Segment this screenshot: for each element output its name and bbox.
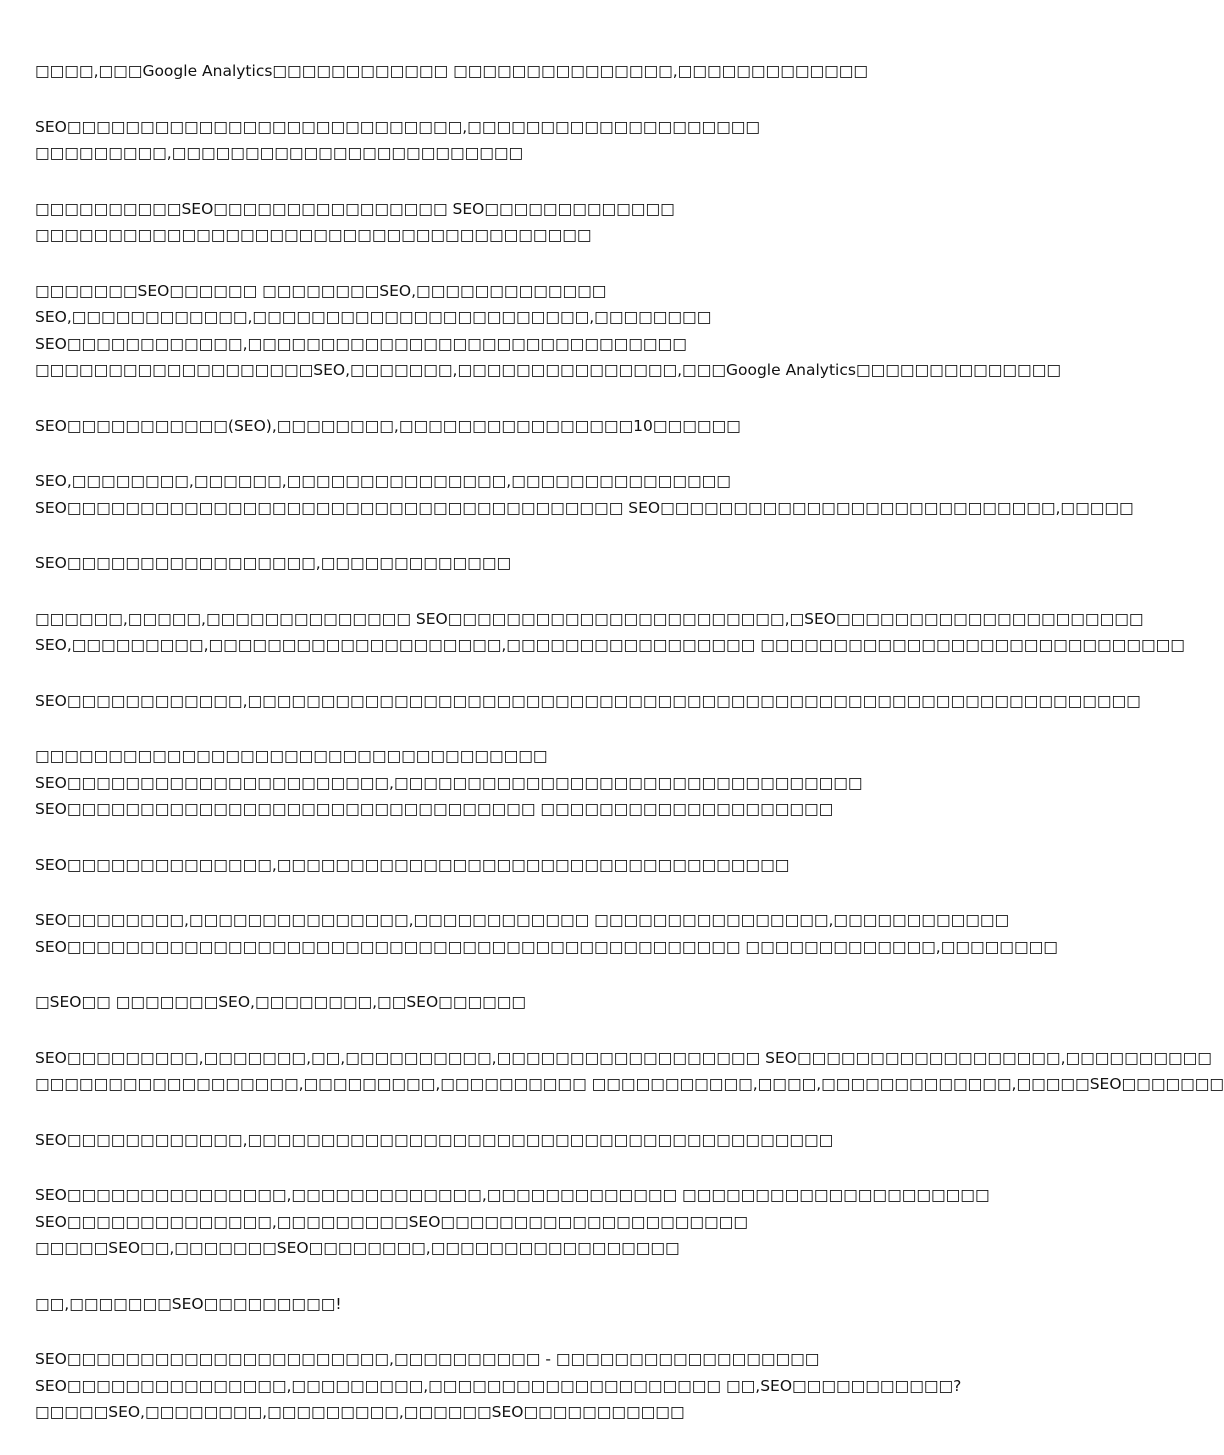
- paragraph: [35, 743, 995, 823]
- text-line: SEO□□□□□□□□□□□□,□□□□□□□□□□□□□□□□□□□□□□□□□□□□□□: [35, 334, 687, 353]
- text-line: □□□□□SEO,□□□□□□□□,□□□□□□□□□,□□□□□□SEO□□□□□□□□□□□: [35, 1403, 685, 1421]
- text-line: SEO□□□□□□□□□□□□□□□□□□□□□□□□□□□,□□□□□□□□□□□□□□□□□□□□: [35, 117, 761, 136]
- paragraph: [35, 907, 1058, 960]
- text-line: SEO□□□□□□□□□□□□□□□,□□□□□□□□□,□□□□□□□□□□□□□□□□□□□□ □□,SEO□□□□□□□□□□□?: [35, 1376, 962, 1395]
- paragraph: [35, 1182, 995, 1262]
- text-line: SEO□□□□□□□□□□□□,□□□□□□□□□□□□□□□□□□□□□□□□□□□□□□□□□□□□□□□□: [35, 1130, 834, 1149]
- text-line: SEO□□□□□□□□□□□□□□,□□□□□□□□□□□□□□□□□□□□□□□□□□□□□□□□□□□: [35, 855, 790, 874]
- text-line: □□□□,□□□Google Analytics□□□□□□□□□□□□ □□□□□□□□□□□□□□□,□□□□□□□□□□□□□: [35, 62, 869, 80]
- text-line: □□□□□□,□□□□□,□□□□□□□□□□□□□□ SEO□□□□□□□□□□□□□□□□□□□□□□□,□SEO□□□□□□□□□□□□□□□□□□□□□: [35, 609, 1144, 628]
- text-line: SEO□□□□□□□□□□□□□□□□□□□□□□□□□□□□□□□□ □□□□□□□□□□□□□□□□□□□□: [35, 800, 834, 818]
- text-line: SEO,□□□□□□□□□□□□,□□□□□□□□□□□□□□□□□□□□□□□,□□□□□□□□: [35, 308, 712, 326]
- text-line: SEO□□□□□□□□□□□□□□□□□□□□□□,□□□□□□□□□□□□□□□□□□□□□□□□□□□□□□□□: [35, 773, 863, 792]
- paragraph: [35, 688, 1141, 715]
- text-line: SEO□□□□□□□□□□□□□□□□□□□□□□□□□□□□□□□□□□□□□□□□□□□□□□ □□□□□□□□□□□□□,□□□□□□□□: [35, 937, 1058, 956]
- text-line: □□□□□□□□□□□□□□□□□□□SEO,□□□□□□□,□□□□□□□□□□□□□□□,□□□Google Analytics□□□□□□□□□□□□□□: [35, 361, 1061, 379]
- text-line: □□□□□□□□□□SEO□□□□□□□□□□□□□□□□ SEO□□□□□□□□□□□□□: [35, 199, 675, 218]
- text-line: SEO,□□□□□□□□□,□□□□□□□□□□□□□□□□□□□□,□□□□□□□□□□□□□□□□□ □□□□□□□□□□□□□□□□□□□□□□□□□□□□□: [35, 636, 1185, 654]
- paragraph: [35, 196, 995, 249]
- paragraph: [35, 606, 1185, 659]
- paragraph: [35, 413, 995, 440]
- paragraph: [35, 1045, 1224, 1098]
- text-line: SEO□□□□□□□□□□□□□□□□□□□□□□□□□□□□□□□□□□□□□□ SEO□□□□□□□□□□□□□□□□□□□□□□□□□□□,□□□□□: [35, 498, 1134, 517]
- text-line: □□,□□□□□□□SEO□□□□□□□□□!: [35, 1294, 342, 1313]
- paragraph: [35, 58, 995, 85]
- paragraph: [35, 852, 995, 879]
- paragraph: [35, 278, 1061, 384]
- text-line: □□□□□□□□□,□□□□□□□□□□□□□□□□□□□□□□□□: [35, 144, 524, 162]
- paragraph: [35, 114, 995, 167]
- text-line: SEO,□□□□□□□□,□□□□□□,□□□□□□□□□□□□□□□,□□□□□□□□□□□□□□□: [35, 472, 731, 490]
- text-line: SEO□□□□□□□□□□□□□□□,□□□□□□□□□□□□□,□□□□□□□□□□□□□ □□□□□□□□□□□□□□□□□□□□□: [35, 1186, 990, 1204]
- text-line: SEO□□□□□□□□□□□□□□,□□□□□□□□□SEO□□□□□□□□□□□□□□□□□□□□□: [35, 1212, 748, 1231]
- paragraph: [35, 989, 995, 1016]
- paragraph: [35, 1346, 995, 1426]
- text-line: □□□□□□□□□□□□□□□□□□□□□□□□□□□□□□□□□□□□□□: [35, 226, 592, 244]
- text-line: SEO□□□□□□□□□□□(SEO),□□□□□□□□,□□□□□□□□□□□□□□□□10□□□□□□: [35, 416, 741, 435]
- paragraph: [35, 1291, 995, 1318]
- text-line: SEO□□□□□□□□□,□□□□□□□,□□,□□□□□□□□□□,□□□□□□□□□□□□□□□□□□ SEO□□□□□□□□□□□□□□□□□□,□□□□□□□□□□: [35, 1048, 1212, 1067]
- text-line: □□□□□SEO□□,□□□□□□□SEO□□□□□□□□,□□□□□□□□□□□□□□□□□: [35, 1239, 680, 1257]
- text-line: SEO□□□□□□□□□□□□□□□□□,□□□□□□□□□□□□□: [35, 554, 512, 572]
- text-line: SEO□□□□□□□□,□□□□□□□□□□□□□□□,□□□□□□□□□□□□ □□□□□□□□□□□□□□□□,□□□□□□□□□□□□: [35, 911, 1010, 929]
- text-line: □□□□□□□□□□□□□□□□□□,□□□□□□□□□,□□□□□□□□□□ □□□□□□□□□□□,□□□□,□□□□□□□□□□□□□,□□□□□SEO□□□□□□□: [35, 1075, 1224, 1093]
- paragraph: [35, 468, 1134, 521]
- text-line: □SEO□□ □□□□□□□SEO,□□□□□□□□,□□SEO□□□□□□: [35, 993, 527, 1011]
- paragraph: [35, 550, 995, 577]
- text-line: SEO□□□□□□□□□□□□,□□□□□□□□□□□□□□□□□□□□□□□□□□□□□□□□□□□□□□□□□□□□□□□□□□□□□□□□□□□□□: [35, 691, 1141, 710]
- text-line: □□□□□□□□□□□□□□□□□□□□□□□□□□□□□□□□□□□: [35, 747, 548, 765]
- paragraph: [35, 1127, 995, 1154]
- text-line: □□□□□□□SEO□□□□□□ □□□□□□□□SEO,□□□□□□□□□□□□□: [35, 281, 607, 300]
- document-body: [35, 58, 1224, 1455]
- text-line: SEO□□□□□□□□□□□□□□□□□□□□□□,□□□□□□□□□□ - □□□□□□□□□□□□□□□□□□: [35, 1350, 820, 1368]
